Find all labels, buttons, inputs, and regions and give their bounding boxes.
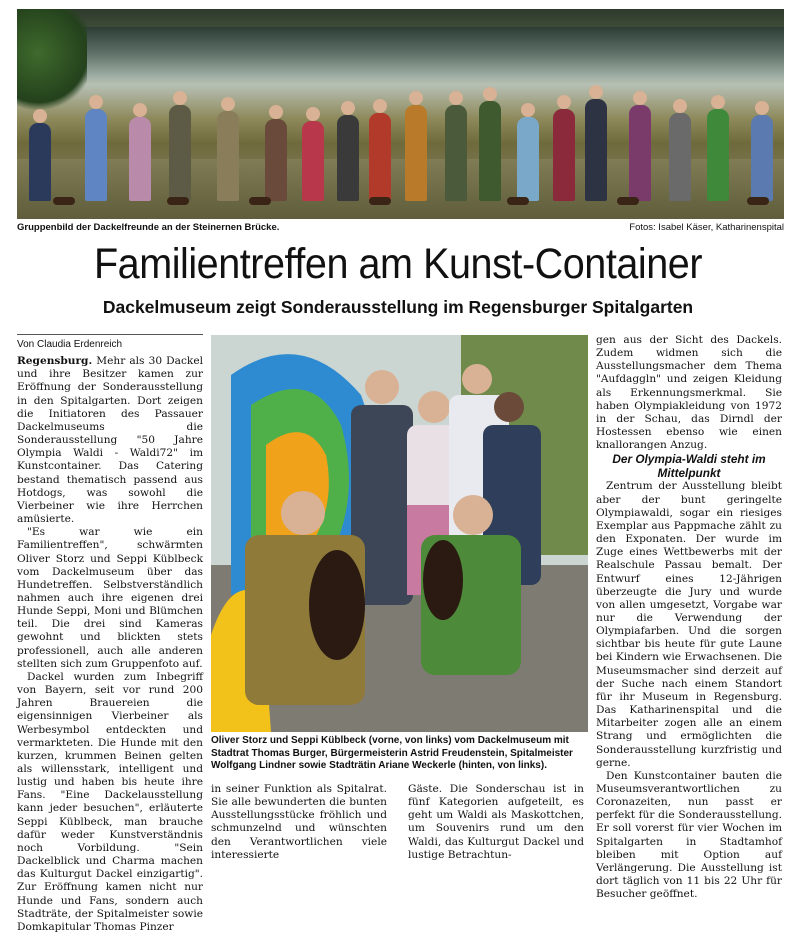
- person-figure: [553, 109, 575, 201]
- person-figure: [669, 113, 691, 201]
- person-figure: [751, 115, 773, 201]
- dog-figure: [369, 197, 391, 205]
- headline: Familientreffen am Kunst-Container: [93, 240, 703, 288]
- person-figure: [517, 117, 539, 201]
- tree-foliage: [17, 9, 87, 119]
- paragraph: Gäste. Die Sonderschau ist in fünf Kategorien aufgeteilt, es geht um Waldi als Maskottchen, um Souvenirs rund um den Waldi, das Kulturgut Dackel und lustige Betrachtun-: [408, 783, 584, 861]
- person-figure: [369, 113, 391, 201]
- paragraph: Den Kunstcontainer bauten die Museumsverantwortlichen zu Coronazeiten, nun passt er perfekt für die Sonderausstellung. Er soll vorerst für vier Wochen im Spitalgarten in Stadtamhof bleiben mit Option auf Verlängerung. Die Ausstellung ist dort täglich von 11 bis 22 Uhr für Besucher geöffnet.: [596, 769, 782, 901]
- lead-text: Mehr als 30 Dackel und ihre Besitzer kamen zur Eröffnung der Sonderausstellung in den Spitalgarten. Dort zeigen die Initiatoren des Passauer Dackelmuseums die Sonderausstellung "50 Jahre Olympia Waldi - Waldi72" im Kunstcontainer. Das Catering bestand thematisch passend aus Hotdogs, was sowohl die Vierbeiner wie ihre Herrchen amüsierte.: [17, 355, 203, 526]
- dog-figure: [617, 197, 639, 205]
- dog-figure: [249, 197, 271, 205]
- person-figure: [302, 121, 324, 201]
- person-figure: [337, 115, 359, 201]
- byline: Von Claudia Erdenreich: [17, 334, 203, 351]
- person-figure: [265, 119, 287, 201]
- article-column-4: [596, 334, 782, 901]
- dog-figure: [167, 197, 189, 205]
- paragraph: gen aus der Sicht des Dackels. Zudem widmen sich die Ausstellungsmacher dem Thema "Aufdaggln" und zeigen Kleidung als Erkennungsmerkmal. Sie haben Olympiakleidung von 1972 in der Schau, das Dirndl der Hostessen ebenso wie einen knallorangen Anzug.: [596, 334, 782, 452]
- person-figure: [217, 111, 239, 201]
- person-figure: [85, 109, 107, 201]
- person-figure: [405, 105, 427, 201]
- river-background: [17, 27, 784, 79]
- photo-illustration: [211, 335, 588, 732]
- paragraph: "Es war wie ein Familientreffen", schwärmten Oliver Storz und Seppi Küblbeck vom Dackelmuseum über das Hundetreffen. Selbstverständlich nahmen auch ihre eigenen drei Hunde Seppi, Moni und Blümchen teil. Die drei sind Kameras gewohnt und blickten stets professionell, auch alle anderen stellten sich zum Gruppenfoto auf.: [17, 526, 203, 670]
- dog-figure: [507, 197, 529, 205]
- person-figure: [129, 117, 151, 201]
- person-figure: [29, 123, 51, 201]
- lead-paragraph: [17, 355, 203, 526]
- paragraph: Zentrum der Ausstellung bleibt aber der bunt geringelte Olympiawaldi, sogar ein riesiges Exemplar aus Pappmache zählt zu den Exponaten. Der wurde im Zuge eines Wettbewerbs mit der Realschule Passau bemalt. Der Entwurf eines 12-Jährigen überzeugte die Jury und wurde von allen umgesetzt, Vorgabe war nur die Verwendung der Olympiafarben. Und die sorgen sichtbar bis heute für gute Laune bei Kindern wie Erwachsenen. Die Museumsmacher sind derzeit auf der Suche nach einem Standort für ihr Museum in Regensburg. Das Katharinenspital und die Mitarbeiter zogen alle an einem Strang und ermöglichten die Sonderausstellung kurzfristig und gerne.: [596, 480, 782, 769]
- paragraph: Dackel wurden zum Inbegriff von Bayern, seit vor rund 200 Jahren Brauereien die eigensinnigen Vierbeiner als Werbesymbol entdeckten und vermarkteten. Die Hunde mit den kurzen, krummen Beinen gelten als willensstark, intelligent und lustig und haben bis heute ihre Fans. "Eine Dackelausstellung kann jeder besuchen", erläuterte Seppi Küblbeck, man brauche dafür weder Kunstverständnis noch Vorbildung. "Sein Dackelblick und Charma machen das Kulturgut Dackel einzigartig". Zur Eröffnung kamen nicht nur Hunde und Fans, sondern auch Stadträte, der Spitalmeister sowie Domkapitular Thomas Pinzer: [17, 670, 203, 933]
- article-column-2: [211, 783, 387, 862]
- person-figure: [169, 105, 191, 201]
- subheadline: Dackelmuseum zeigt Sonderausstellung im Regensburger Spitalgarten: [102, 297, 694, 317]
- dateline: Regensburg.: [17, 355, 93, 368]
- photo-caption: Oliver Storz und Seppi Küblbeck (vorne, von links) vom Dackelmuseum mit Stadtrat Thomas Burger, Bürgermeisterin Astrid Freudenstein, Spitalmeister Wolfgang Lindner sowie Stadträtin Ariane Weckerle (hinten, von links).: [211, 735, 573, 771]
- person-figure: [707, 109, 729, 201]
- person-figure: [629, 105, 651, 201]
- article-column-3: [408, 783, 584, 862]
- person-figure: [585, 99, 607, 201]
- press-photo: [211, 335, 588, 732]
- article-column-1: [17, 334, 203, 934]
- person-figure: [479, 101, 501, 201]
- dog-figure: [747, 197, 769, 205]
- photo-caption: Gruppenbild der Dackelfreunde an der Steinernen Brücke.: [17, 222, 280, 233]
- dog-figure: [53, 197, 75, 205]
- group-photo: [17, 9, 784, 219]
- person-figure: [445, 105, 467, 201]
- paragraph: in seiner Funktion als Spitalrat. Sie alle bewunderten die bunten Ausstellungsstücke fröhlich und schmunzelnd und wünschten den Verantwortlichen viele interessierte: [211, 783, 387, 861]
- subheading: Der Olympia-Waldi steht im Mittelpunkt: [612, 452, 766, 481]
- photo-credit: Fotos: Isabel Käser, Katharinenspital: [629, 222, 784, 233]
